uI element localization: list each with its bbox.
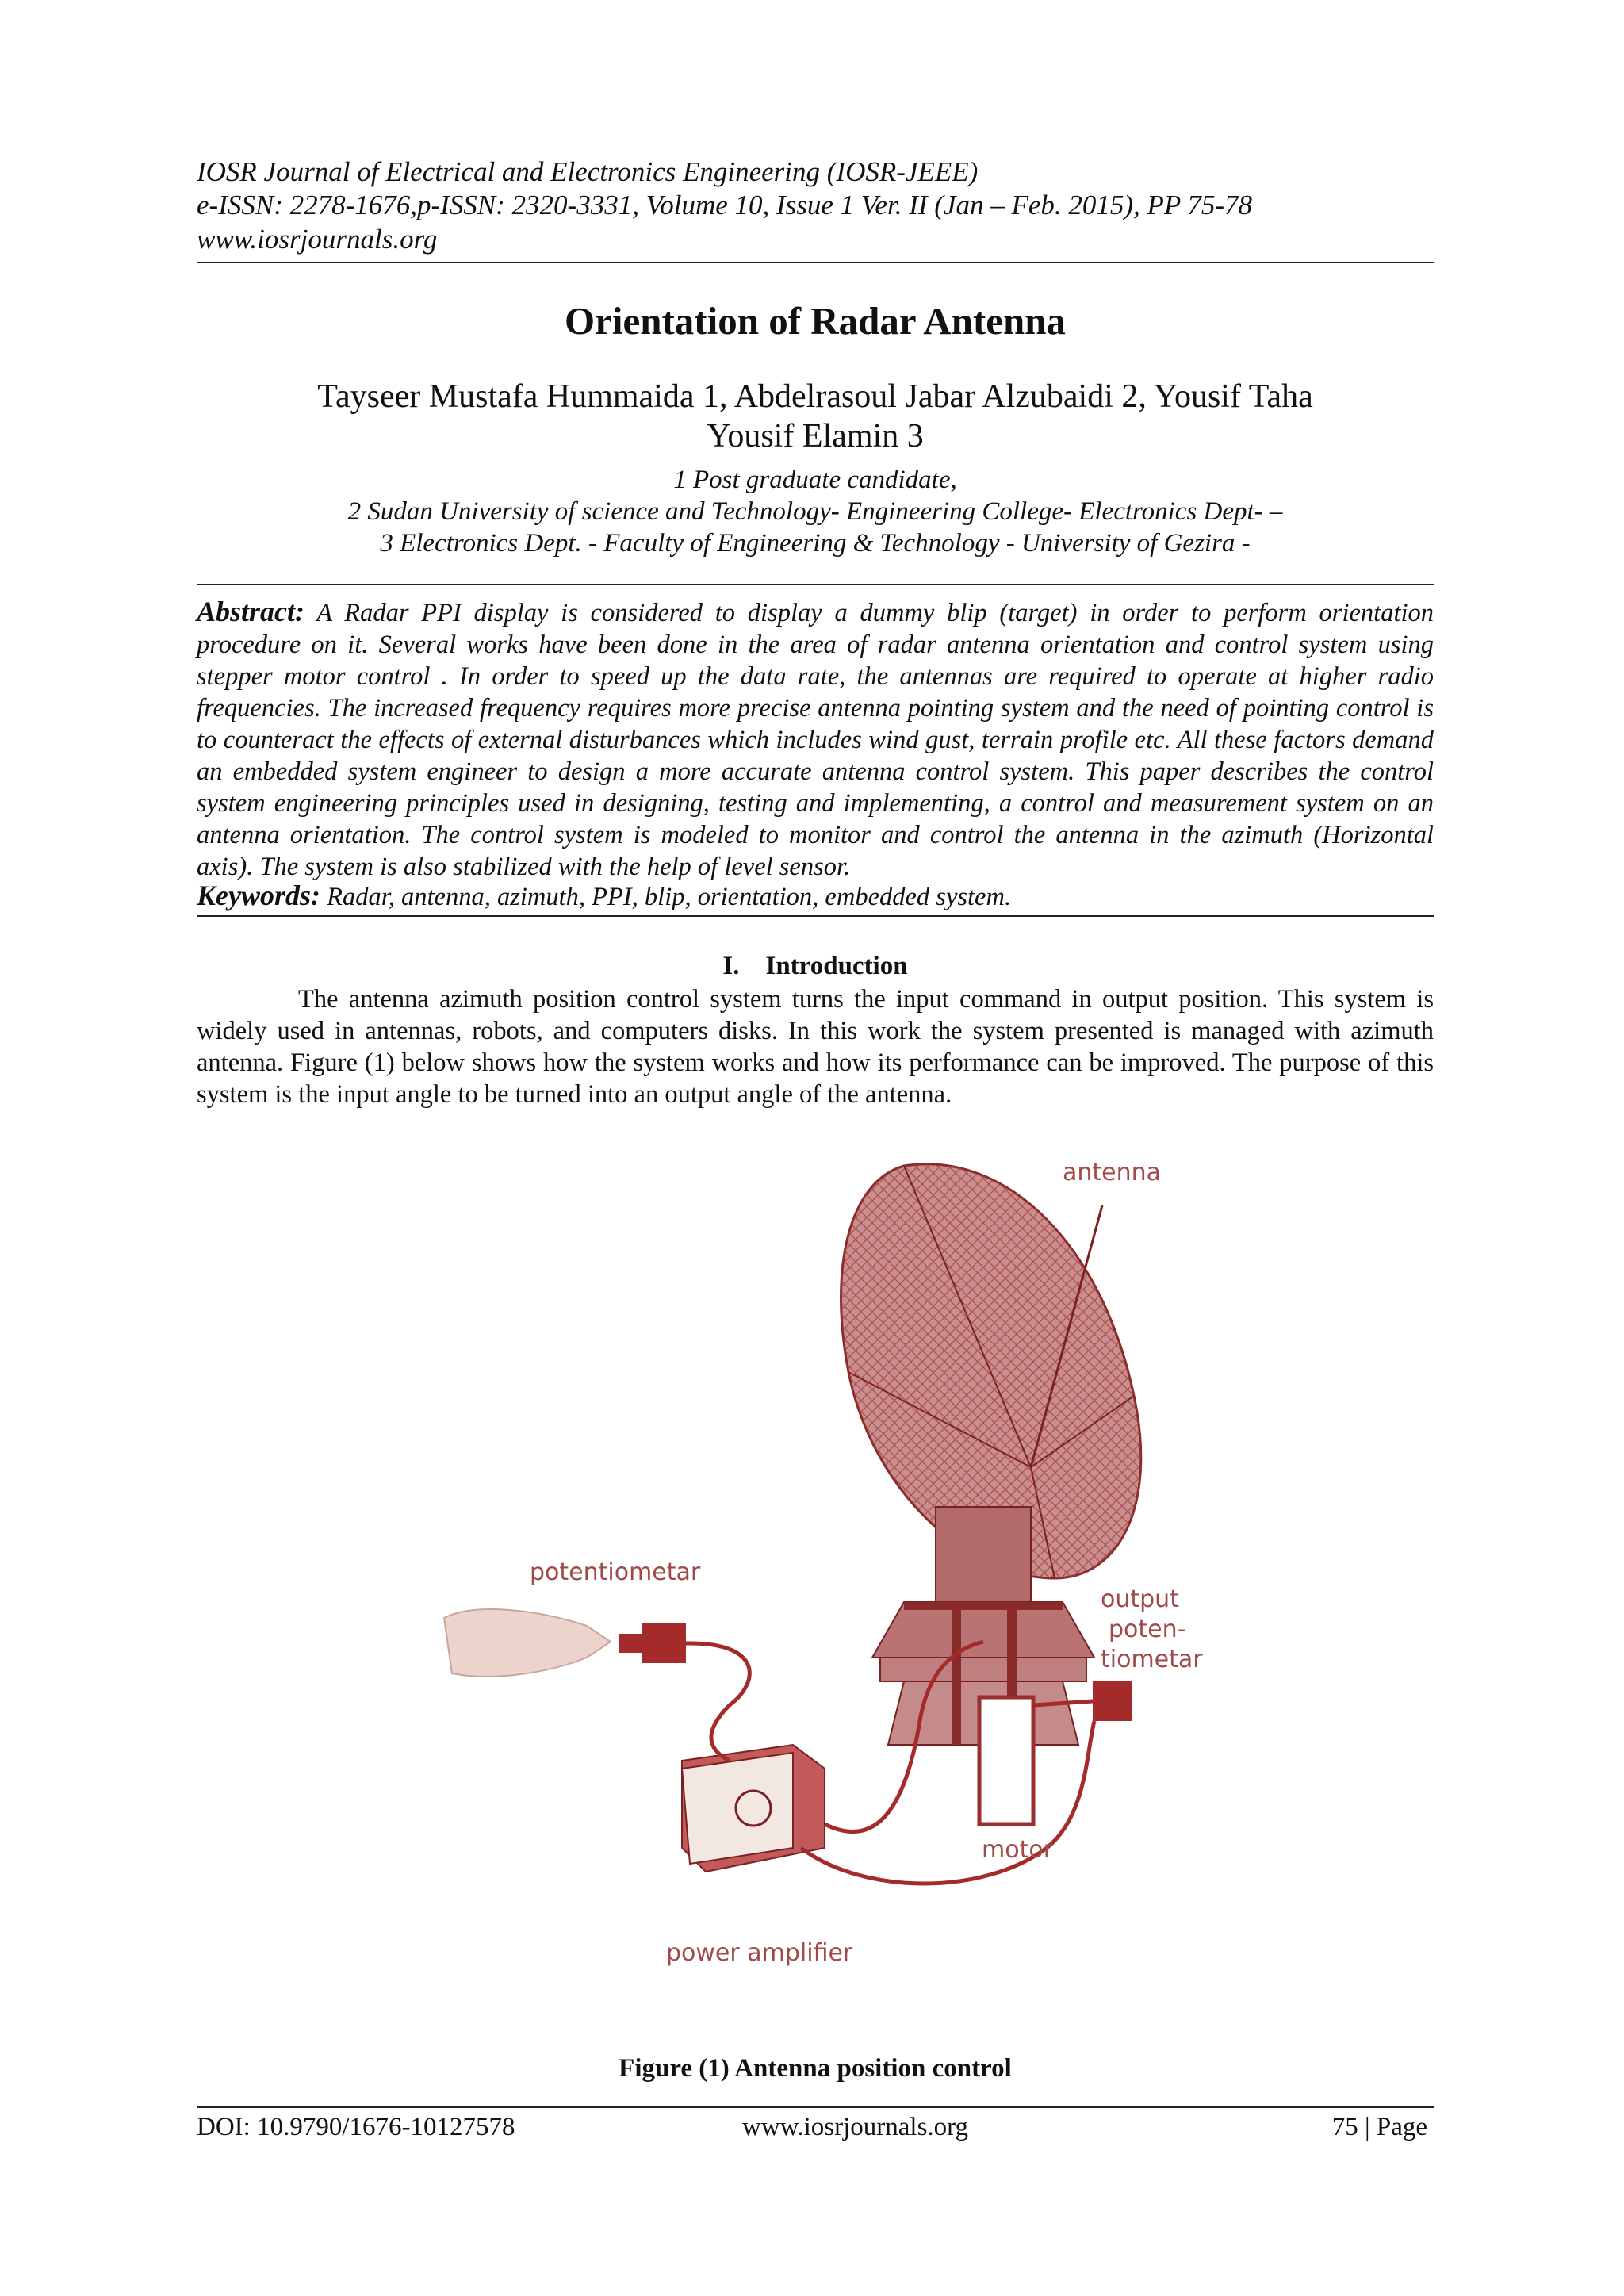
section-title: Introduction [765, 952, 908, 980]
power-amplifier-box [682, 1745, 825, 1872]
figure-caption: Figure (1) Antenna position control [619, 2054, 1012, 2083]
keywords-text: Radar, antenna, azimuth, PPI, blip, orientation, embedded system. [327, 883, 1012, 911]
label-power-amplifier: power amplifier [666, 1939, 853, 1967]
affiliation-3: 3 Electronics Dept. - Faculty of Engineering & Technology - University of Gezira - [380, 529, 1251, 558]
journal-website[interactable]: www.iosrjournals.org [197, 224, 438, 255]
authors [197, 377, 1434, 456]
affiliation-2: 2 Sudan University of science and Technology- Engineering College- Electronics Dept- – [347, 497, 1283, 526]
section-number: I. [722, 952, 740, 980]
abstract-top-rule [197, 584, 1434, 585]
authors-line-2: Yousif Elamin 3 [707, 418, 924, 454]
journal-name: IOSR Journal of Electrical and Electronics Engineering (IOSR-JEEE) [197, 156, 979, 187]
abstract-text: A Radar PPI display is considered to display a dummy blip (target) in order to perform orientation procedure on it. Several works have been done in the area of radar antenna orientation and control system using stepper motor control . In order to speed up the data rate, the antennas are required to operate at higher radio frequencies. The increased frequency requires more precise antenna pointing system and the need of pointing control is to counteract the effects of external disturbances which includes wind gust, terrain profile etc. All these factors demand an embedded system engineer to design a more accurate antenna control system. This paper describes the control system engineering principles used in designing, testing and implementing, a control and measurement system on an antenna orientation. The control system is modeled to monitor and control the antenna in the azimuth (Horizontal axis). The system is also stabilized with the help of level sensor. [197, 599, 1434, 881]
abstract-bottom-rule [197, 915, 1434, 917]
header-rule [197, 262, 1434, 263]
antenna-position-control-figure [428, 1134, 1221, 1999]
motor-box [979, 1697, 1033, 1824]
keywords-label: Keywords: [197, 880, 320, 911]
keywords [197, 880, 1434, 913]
label-output-potentiometer-2: poten- [1109, 1616, 1186, 1643]
hand-on-potentiometer [444, 1609, 686, 1677]
footer-rule [197, 2106, 1434, 2108]
output-potentiometer [1093, 1681, 1132, 1721]
abstract-label: Abstract: [197, 596, 305, 627]
authors-line-1: Tayseer Mustafa Hummaida 1, Abdelrasoul Jabar Alzubaidi 2, Yousif Taha [317, 378, 1313, 415]
label-output-potentiometer-1: output [1101, 1585, 1179, 1613]
label-antenna: antenna [1063, 1159, 1162, 1186]
footer-website[interactable]: www.iosrjournals.org [742, 2113, 969, 2141]
section-body [197, 983, 1434, 1110]
label-motor: motor [982, 1836, 1054, 1864]
journal-issn: e-ISSN: 2278-1676,p-ISSN: 2320-3331, Volume 10, Issue 1 Ver. II (Jan – Feb. 2015), PP 75-78 [197, 190, 1253, 220]
label-input-potentiometer: potentiometar [530, 1558, 701, 1586]
abstract [197, 596, 1434, 883]
footer-page-number: 75 | Page [1331, 2113, 1427, 2141]
label-output-potentiometer-3: tiometar [1101, 1646, 1203, 1673]
paper-title: Orientation of Radar Antenna [564, 299, 1067, 343]
section-heading [197, 952, 1434, 981]
affiliation-1: 1 Post graduate candidate, [673, 466, 957, 494]
section-paragraph: The antenna azimuth position control system turns the input command in output position. This system is widely used in antennas, robots, and computers disks. In this work the system presented is managed with azimuth antenna. Figure (1) below shows how the system works and how its performance can be improved. The purpose of this system is the input angle to be turned into an output angle of the antenna. [197, 985, 1434, 1109]
footer-doi: DOI: 10.9790/1676-10127578 [197, 2113, 515, 2141]
